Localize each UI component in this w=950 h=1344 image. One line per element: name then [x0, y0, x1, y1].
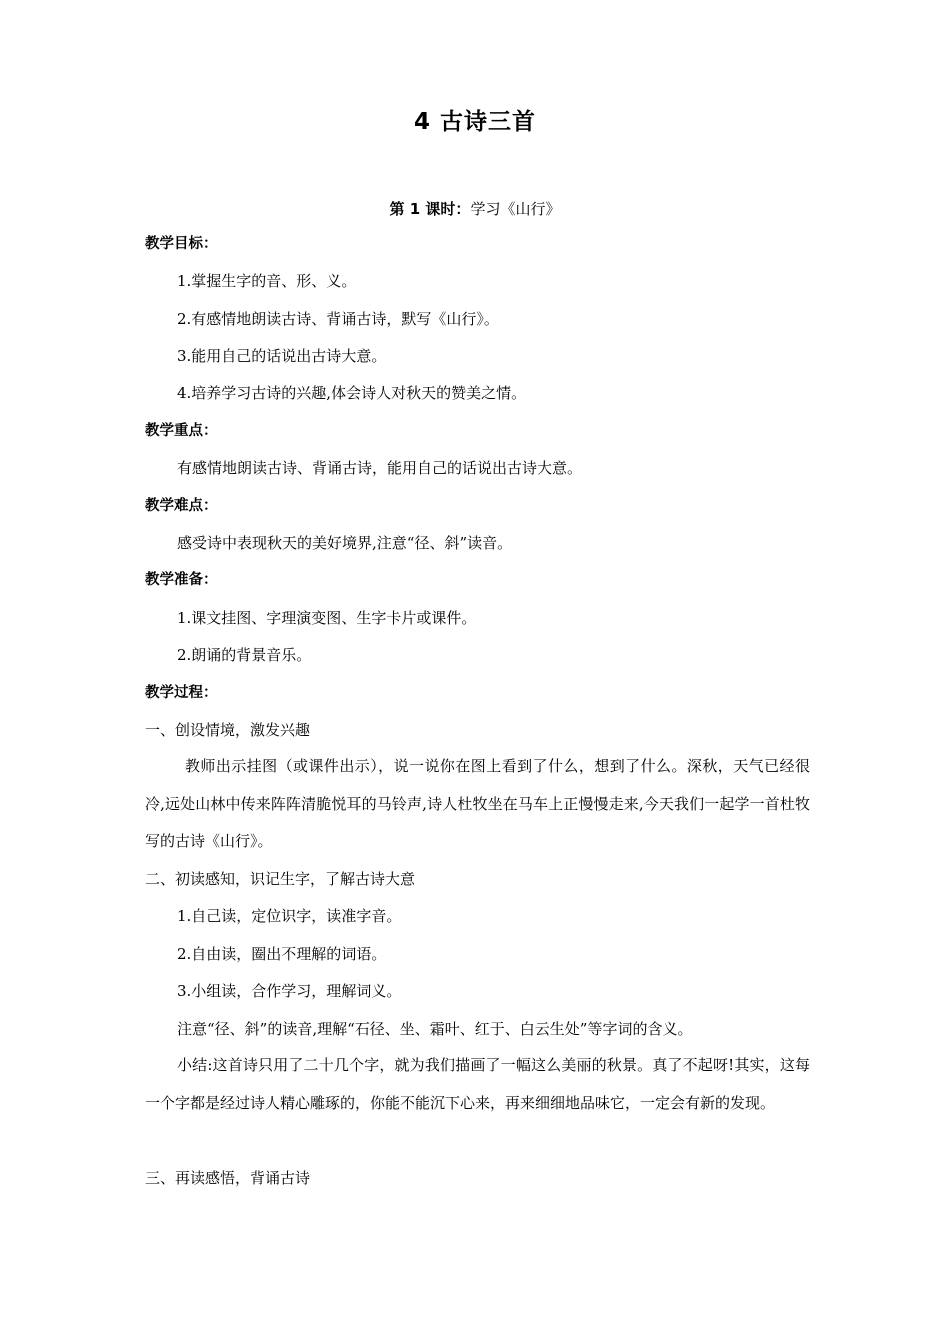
key-points-text: 有感情地朗读古诗、背诵古诗，能用自己的话说出古诗大意。 [177, 459, 583, 477]
section1-paragraph: 教师出示挂图（或课件出示），说一说你在图上看到了什么，想到了什么。深秋，天气已经很冷,远处山林中传来阵阵清脆悦耳的马铃声,诗人杜牧坐在马车上正慢慢走来,今天我们一起学一首杜牧写的古诗《山行》。 [145, 757, 810, 850]
lesson-subtitle [0, 198, 950, 219]
preparation-heading: 教学准备： [145, 572, 218, 588]
section2-summary: 小结:这首诗只用了二十几个字，就为我们描画了一幅这么美丽的秋景。真了不起呀!其实，这每一个字都是经过诗人精心雕琢的，你能不能沉下心来，再来细细地品味它，一定会有新的发现。 [145, 1056, 810, 1112]
preparation-item: 2.朗诵的背景音乐。 [177, 646, 312, 664]
objective-item: 1.掌握生字的音、形、义。 [177, 272, 357, 290]
objective-item: 2.有感情地朗读古诗、背诵古诗，默写《山行》。 [177, 310, 499, 328]
preparation-item: 1.课文挂图、字理演变图、生字卡片或课件。 [177, 609, 477, 627]
step-item: 2.自由读，圈出不理解的词语。 [177, 945, 387, 963]
objective-item: 4.培养学习古诗的兴趣,体会诗人对秋天的赞美之情。 [177, 384, 527, 402]
process-heading: 教学过程： [145, 685, 218, 701]
objectives-heading: 教学目标： [145, 236, 218, 252]
objective-item: 3.能用自己的话说出古诗大意。 [177, 347, 387, 365]
difficulties-heading: 教学难点： [145, 498, 218, 514]
step-item: 1.自己读，定位识字，读准字音。 [177, 907, 402, 925]
step-item: 3.小组读，合作学习，理解词义。 [177, 982, 402, 1000]
section2-note: 注意“径、斜”的读音,理解“石径、坐、霜叶、红于、白云生处”等字词的含义。 [177, 1020, 693, 1038]
lesson-label: 第 1 课时： [389, 200, 471, 218]
section-title: 二、初读感知，识记生字，了解古诗大意 [145, 870, 416, 888]
key-points-heading: 教学重点： [145, 423, 218, 439]
section-title: 三、再读感悟，背诵古诗 [145, 1169, 311, 1187]
difficulties-text: 感受诗中表现秋天的美好境界,注意“径、斜”读音。 [177, 534, 513, 552]
document-title: 4 古诗三首 [413, 109, 536, 135]
lesson-text: 学习《山行》 [470, 200, 561, 218]
section-title: 一、创设情境，激发兴趣 [145, 721, 311, 739]
